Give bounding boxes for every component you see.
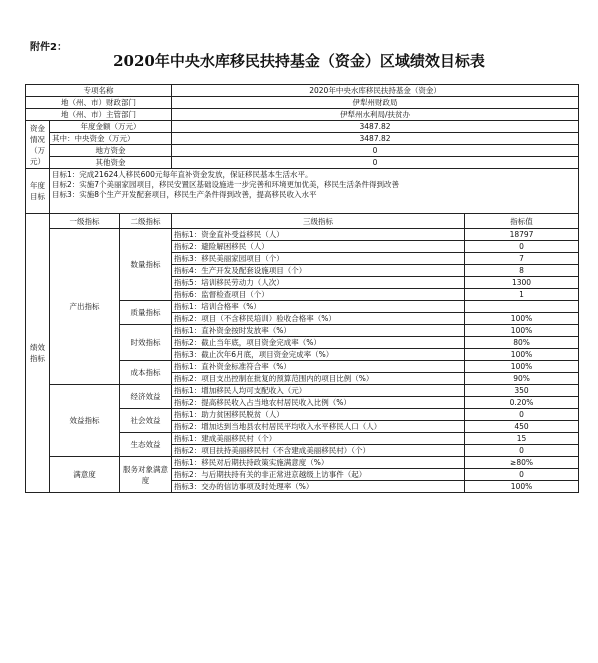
indicator-name: 指标2：增加达到当地县农村居民平均收入水平移民人口（人） [172, 421, 465, 433]
indicator-name: 指标6：监督检查项目（个） [172, 289, 465, 301]
fund-label: 年度金额（万元） [50, 121, 172, 133]
l2-timeliness: 时效指标 [120, 325, 172, 361]
indicator-value: 0 [465, 241, 579, 253]
fund-value: 3487.82 [172, 133, 579, 145]
funds-row [26, 157, 579, 169]
fund-label: 其他资金 [50, 157, 172, 169]
attachment-label: 附件2： [30, 42, 67, 53]
l2-quality: 质量指标 [120, 301, 172, 325]
indicator-name: 指标1：助力贫困移民脱贫（人） [172, 409, 465, 421]
indicator-name: 指标1：直补资金按时发放率（%） [172, 325, 465, 337]
l2-quantity: 数量指标 [120, 229, 172, 301]
indicator-value: 0 [465, 445, 579, 457]
l2-ecological: 生态效益 [120, 433, 172, 457]
goals-content [50, 169, 579, 214]
indicator-value: 100% [465, 481, 579, 493]
indicator-value: 0 [465, 469, 579, 481]
indicator-value: 7 [465, 253, 579, 265]
indicator-value: 0 [465, 409, 579, 421]
indicator-name: 指标1：资金直补受益移民（人） [172, 229, 465, 241]
header-l2: 二级指标 [120, 214, 172, 229]
funds-row [26, 145, 579, 157]
indicator-value: 15 [465, 433, 579, 445]
l2-cost: 成本指标 [120, 361, 172, 385]
fund-value: 0 [172, 157, 579, 169]
indicator-row [26, 229, 579, 241]
indicator-name: 指标1：培训合格率（%） [172, 301, 465, 313]
admin-dept-label: 地（州、市）主管部门 [26, 109, 172, 121]
l1-benefit: 效益指标 [50, 385, 120, 457]
indicator-name: 指标2：项目（不含移民培训）验收合格率（%） [172, 313, 465, 325]
indicator-value: 18797 [465, 229, 579, 241]
indicator-value: 8 [465, 265, 579, 277]
indicator-value: 1300 [465, 277, 579, 289]
indicator-value [465, 301, 579, 313]
indicator-value: 350 [465, 385, 579, 397]
finance-dept-value: 伊犁州财政局 [172, 97, 579, 109]
indicator-value: 90% [465, 373, 579, 385]
goals-row [26, 169, 579, 214]
l2-social: 社会效益 [120, 409, 172, 433]
project-name-label: 专项名称 [26, 85, 172, 97]
indicator-name: 指标2：项目支出控制在批复的预算范围内的项目比例（%） [172, 373, 465, 385]
indicator-row [26, 385, 579, 397]
fund-value: 0 [172, 145, 579, 157]
indicator-name: 指标1：建成美丽移民村（个） [172, 433, 465, 445]
indicator-value: 1 [465, 289, 579, 301]
indicator-name: 指标2：提高移民收入占当地农村居民收入比例（%） [172, 397, 465, 409]
funds-group-label: 资金情况（万元） [26, 121, 50, 169]
indicator-value: 100% [465, 313, 579, 325]
indicator-name: 指标4：生产开发及配套设施项目（个） [172, 265, 465, 277]
perf-label: 绩效指标 [26, 214, 50, 493]
perf-header-row [26, 214, 579, 229]
indicator-name: 指标3：截止次年6月底，项目资金完成率（%） [172, 349, 465, 361]
info-row [26, 97, 579, 109]
indicator-name: 指标2：避险解困移民（人） [172, 241, 465, 253]
admin-dept-value: 伊犁州水利局/扶贫办 [172, 109, 579, 121]
indicator-value: 100% [465, 325, 579, 337]
info-row [26, 85, 579, 97]
indicator-value: 80% [465, 337, 579, 349]
funds-row [26, 133, 579, 145]
indicator-row [26, 457, 579, 469]
l1-satisfaction: 满意度 [50, 457, 120, 493]
indicator-value: 100% [465, 349, 579, 361]
indicator-value: ≥80% [465, 457, 579, 469]
indicator-name: 指标2：项目扶持美丽移民村（不含建成美丽移民村）（个） [172, 445, 465, 457]
fund-value: 3487.82 [172, 121, 579, 133]
header-l3: 三级指标 [172, 214, 465, 229]
indicator-value: 0.20% [465, 397, 579, 409]
indicator-name: 指标2：截止当年底，项目资金完成率（%） [172, 337, 465, 349]
header-value: 指标值 [465, 214, 579, 229]
indicator-name: 指标5：培训移民劳动力（人次） [172, 277, 465, 289]
fund-label: 地方资金 [50, 145, 172, 157]
indicator-name: 指标1：直补资金标准符合率（%） [172, 361, 465, 373]
indicator-name: 指标1：增加移民人均可支配收入（元） [172, 385, 465, 397]
fund-label: 其中：中央资金（万元） [50, 133, 172, 145]
goals-label: 年度目标 [26, 169, 50, 214]
indicator-name: 指标2：与后期扶持有关的非正常进京越级上访事件（起） [172, 469, 465, 481]
indicator-name: 指标3：移民美丽家园项目（个） [172, 253, 465, 265]
header-l1: 一级指标 [50, 214, 120, 229]
page-title: 2020年中央水库移民扶持基金（资金）区域绩效目标表 [113, 52, 485, 70]
performance-target-table [25, 84, 579, 493]
funds-row [26, 121, 579, 133]
finance-dept-label: 地（州、市）财政部门 [26, 97, 172, 109]
goal-line: 目标3：实施8个生产开发配套项目，移民生产条件得到改善，提高移民收入水平 [52, 190, 317, 199]
l1-output: 产出指标 [50, 229, 120, 385]
project-name-value: 2020年中央水库移民扶持基金（资金） [172, 85, 579, 97]
goal-line: 目标1：完成21624人移民600元每年直补资金发放，保证移民基本生活水平。 [52, 170, 313, 179]
l2-economic: 经济效益 [120, 385, 172, 409]
l2-service: 服务对象满意度 [120, 457, 172, 493]
info-row [26, 109, 579, 121]
goal-line: 目标2：实施7个美丽家园项目，移民安置区基础设施进一步完善和环境更加优美，移民生活条件得到改善 [52, 180, 400, 189]
indicator-value: 100% [465, 361, 579, 373]
indicator-name: 指标1：移民对后期扶持政策实施满意度（%） [172, 457, 465, 469]
indicator-name: 指标3：交办的信访事项及时处理率（%） [172, 481, 465, 493]
indicator-value: 450 [465, 421, 579, 433]
